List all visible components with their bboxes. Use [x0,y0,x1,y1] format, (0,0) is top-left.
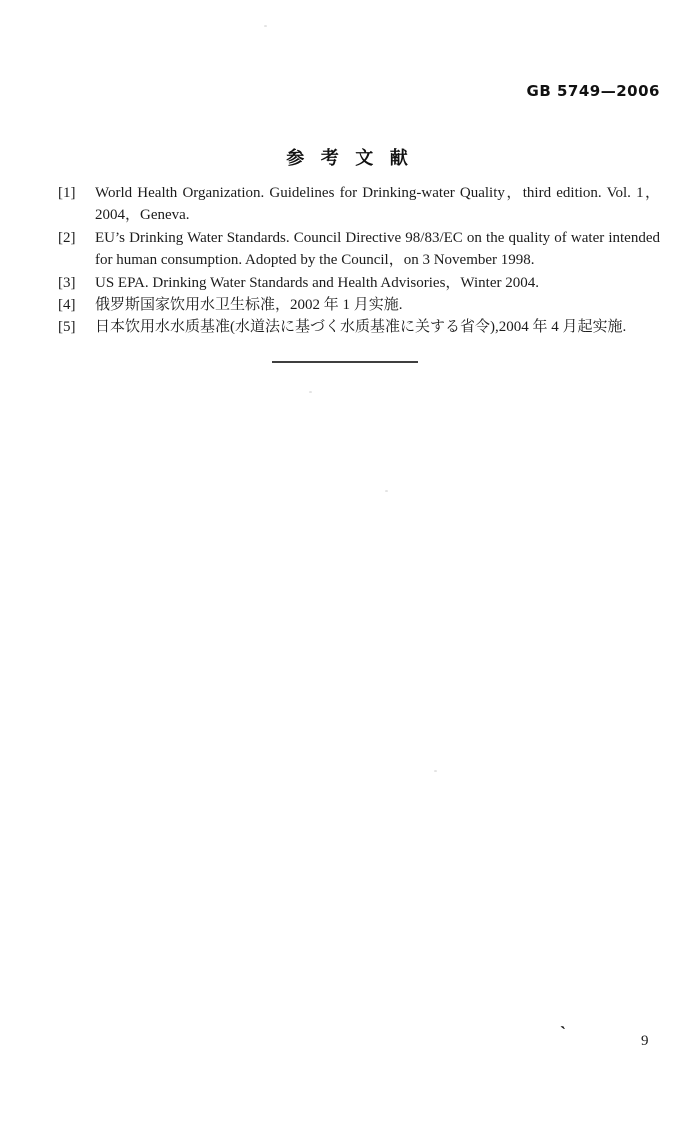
scan-speck [385,490,388,492]
reference-item [58,294,660,316]
reference-label: [2] [58,229,76,246]
scan-speck [434,770,437,772]
reference-text: EU’s Drinking Water Standards. Council Directive 98/83/EC on the quality of water intended for human consumption. Adopted by the Council，on 3 November 1998. [95,229,660,269]
reference-text: 俄罗斯国家饮用水卫生标准，2002 年 1 月实施. [95,297,403,314]
reference-label: [3] [58,274,76,291]
page-number: 9 [641,1033,649,1049]
reference-text: US EPA. Drinking Water Standards and Health Advisories，Winter 2004. [95,274,539,291]
footnote-divider [272,361,418,363]
standard-number: GB 5749—2006 [526,82,660,100]
scan-speck [309,391,312,393]
page-title: 参 考 文 献 [286,148,414,168]
reference-label: [4] [58,297,76,314]
stray-ink-mark: ˋ [560,1023,566,1043]
reference-item [58,227,660,272]
reference-label: [1] [58,185,76,201]
reference-text: 日本饮用水水质基准(水道法に基づく水质基准に关する省令),2004 年 4 月起实施. [95,319,627,336]
reference-text: World Health Organization. Guidelines for Drinking-water Quality，third edition. Vol. 1，2004，Geneva. [95,185,660,224]
reference-item [58,182,660,227]
scan-speck [264,25,267,27]
reference-item [58,316,660,338]
references-list [58,182,660,339]
reference-label: [5] [58,319,76,336]
reference-item [58,272,660,294]
